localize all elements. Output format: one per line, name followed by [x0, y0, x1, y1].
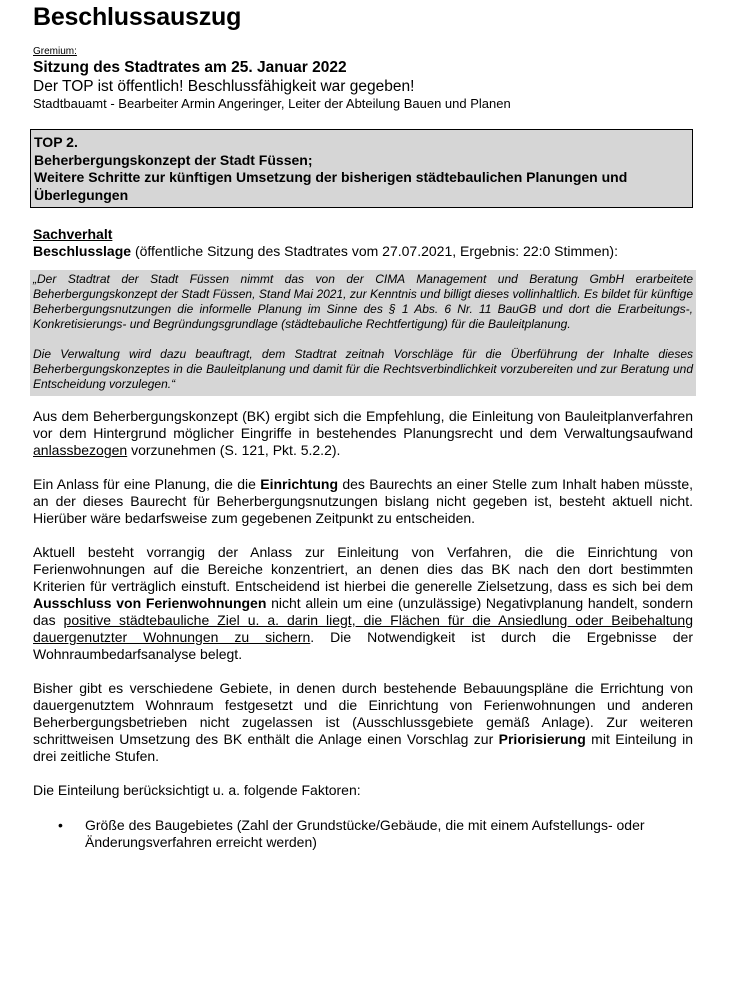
paragraph-1-end: vorzunehmen (S. 121, Pkt. 5.2.2). [127, 442, 341, 458]
section-heading-sachverhalt: Sachverhalt [33, 226, 113, 242]
bullet-icon: • [58, 817, 63, 833]
agenda-item-box [30, 129, 693, 208]
resolution-quote [30, 270, 696, 396]
paragraph-1-text: Aus dem Beherbergungskonzept (BK) ergibt sich die Empfehlung, die Einleitung von Bauleitplanverfahren vor dem Hintergrund möglicher Eingriffe in bestehendes Planungsrecht und dem Verwaltungsaufwand [33, 408, 693, 441]
paragraph-1-underlined: anlassbezogen [33, 442, 128, 458]
paragraph-3 [33, 544, 693, 663]
agenda-item-subtitle: Weitere Schritte zur künftigen Umsetzung der bisherigen städtebaulichen Planungen und Überlegungen [34, 169, 628, 203]
paragraph-2-end: des Baurechts an einer Stelle zum Inhalt haben müsste, an der dieses Baurecht für Beherbergungsnutzungen bislang nicht gegeben ist, besteht aktuell nicht. Hierüber wäre bedarfsweise zum gegebenen Zeitpunkt zu entscheiden. [33, 476, 693, 526]
beschlusslage-label: Beschlusslage [33, 243, 132, 259]
document-page [33, 0, 693, 851]
paragraph-3-bold: Ausschluss von Ferienwohnungen [33, 595, 267, 611]
quote-paragraph-1: „Der Stadtrat der Stadt Füssen nimmt das von der CIMA Management und Beratung GmbH erarbeitete Beherbergungskonzept der Stadt Füssen, Stand Mai 2021, zur Kenntnis und billigt dieses vollinhaltlich. Es bildet für künftige Beherbergungsnutzungen die informelle Planung im Sinne des § 1 Abs. 6 Nr. 11 BauGB und dort die Erarbeitungs-, Konkretisierungs- und Begründungsgrundlage (städtebauliche Rechtfertigung) für die Bauleitplanung. [33, 272, 693, 331]
paragraph-4-bold: Priorisierung [498, 731, 586, 747]
paragraph-4-end: mit Einteilung in drei zeitliche Stufen. [33, 731, 694, 764]
list-item-text: Größe des Baugebietes (Zahl der Grundstücke/Gebäude, die mit einem Aufstellungs- oder Änderungsverfahren erreicht werden) [85, 817, 645, 850]
paragraph-4 [33, 680, 693, 765]
paragraph-4-text: Bisher gibt es verschiedene Gebiete, in denen durch bestehende Bebauungspläne die Errichtung von dauergenutztem Wohnraum festgesetzt und die Einrichtung von Ferienwohnungen und anderen Beherbergungsbetrieben nicht zugelassen ist (Ausschlussgebiete gemäß Anlage). Zur weiteren schrittweisen Umsetzung des BK enthält die Anlage einen Vorschlag zur [33, 680, 693, 747]
paragraph-3-middle: nicht allein um eine (unzulässige) Negativplanung handelt, sondern das [33, 595, 693, 628]
paragraph-3-text: Aktuell besteht vorrangig der Anlass zur Einleitung von Verfahren, die die Einrichtung von Ferienwohnungen auf die Bereiche konzentriert, an denen dies das BK nach den dort bestimmten Kriterien für verträglich einstuft. Entscheidend ist hierbei die generelle Zielsetzung, dass es sich bei dem [33, 544, 693, 594]
session-title: Sitzung des Stadtrates am 25. Januar 2022 [33, 59, 347, 76]
paragraph-5: Die Einteilung berücksichtigt u. a. folgende Faktoren: [33, 782, 361, 798]
document-title: Beschlussauszug [33, 3, 242, 31]
paragraph-3-underlined: positive städtebauliche Ziel u. a. darin liegt, die Flächen für die Ansiedlung oder Beibehaltung dauergenutzter Wohnungen zu sichern [33, 612, 693, 645]
paragraph-2 [33, 476, 693, 527]
paragraph-3-end: . Die Notwendigkeit ist durch die Ergebnisse der Wohnraumbedarfsanalyse belegt. [33, 629, 693, 662]
gremium-label: Gremium: [33, 46, 77, 57]
paragraph-1 [33, 408, 693, 459]
list-item [33, 817, 693, 851]
paragraph-2-bold: Einrichtung [260, 476, 339, 492]
quote-paragraph-2: Die Verwaltung wird dazu beauftragt, dem Stadtrat zeitnah Vorschläge für die Überführung der Inhalte dieses Beherbergungskonzeptes in die Bauleitplanung und damit für die Rechtsverbindlichkeit vorzubereiten und zur Beratung und Entscheidung vorzulegen.“ [33, 347, 693, 391]
public-note: Der TOP ist öffentlich! Beschlussfähigkeit war gegeben! [33, 78, 415, 95]
agenda-item-number: TOP 2. [34, 134, 78, 150]
paragraph-2-text: Ein Anlass für eine Planung, die die [33, 476, 261, 492]
beschlusslage-line [33, 243, 693, 260]
author-line: Stadtbauamt - Bearbeiter Armin Angeringer, Leiter der Abteilung Bauen und Planen [33, 96, 511, 111]
agenda-item-title: Beherbergungskonzept der Stadt Füssen; [34, 151, 313, 168]
beschlusslage-text: (öffentliche Sitzung des Stadtrates vom 27.07.2021, Ergebnis: 22:0 Stimmen): [131, 243, 618, 259]
